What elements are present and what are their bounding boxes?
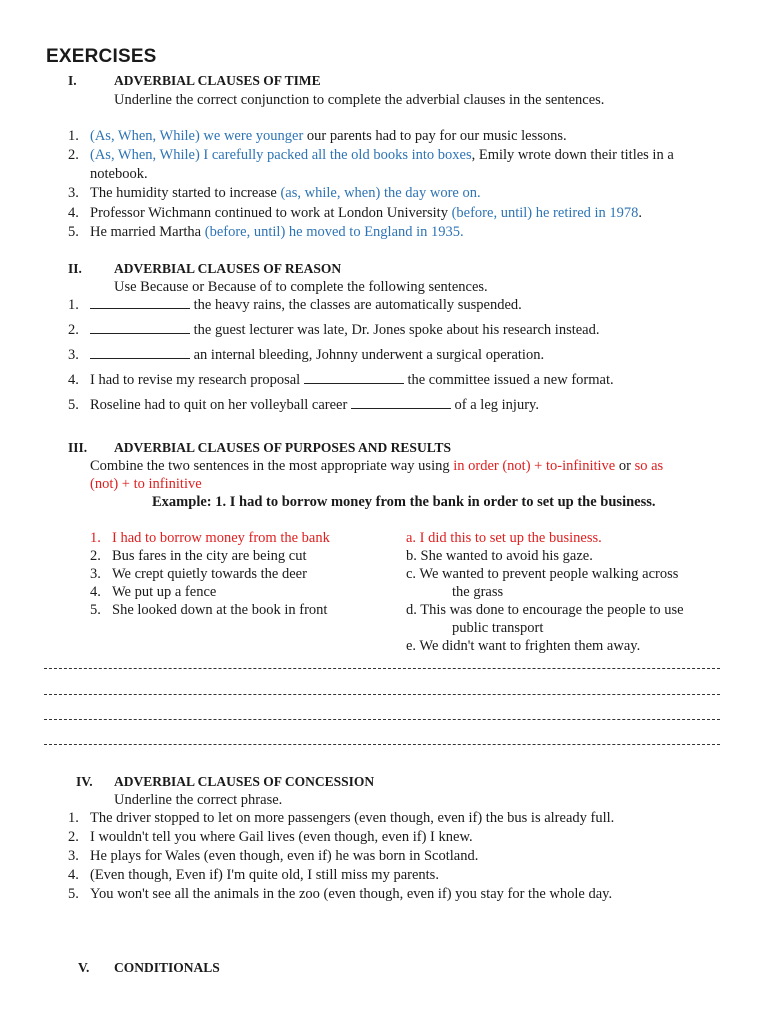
answer-line[interactable] [44, 668, 720, 669]
list-item: 3. He plays for Wales (even though, even if) he was born in Scotland. [68, 848, 479, 864]
list-item: d. This was done to encourage the people to use [406, 602, 684, 618]
section-4-number: IV. [76, 774, 93, 789]
section-1-number: I. [68, 73, 77, 88]
answer-blank[interactable] [304, 373, 404, 384]
list-item: b. She wanted to avoid his gaze. [406, 548, 593, 564]
list-item: 2. Bus fares in the city are being cut [90, 548, 307, 564]
list-item: 4. (Even though, Even if) I'm quite old, I still miss my parents. [68, 867, 439, 883]
list-item: 4. Professor Wichmann continued to work at London University (before, until) he retired in 1978. [68, 205, 643, 221]
list-item-continuation: public transport [452, 620, 544, 636]
list-item: 5. He married Martha (before, until) he moved to England in 1935. [68, 224, 464, 240]
section-2-title: ADVERBIAL CLAUSES OF REASON [114, 261, 342, 276]
answer-blank[interactable] [90, 323, 190, 334]
list-item: 2. I wouldn't tell you where Gail lives (even though, even if) I knew. [68, 829, 473, 845]
list-item-continuation: notebook. [90, 166, 148, 182]
list-item: 1. (As, When, While) we were younger our parents had to pay for our music lessons. [68, 128, 567, 144]
section-1-instruction: Underline the correct conjunction to complete the adverbial clauses in the sentences. [114, 92, 605, 108]
section-2-number: II. [68, 261, 82, 276]
list-item: 1. The driver stopped to let on more passengers (even though, even if) the bus is already full. [68, 810, 615, 826]
section-3-number: III. [68, 440, 88, 455]
section-2-instruction: Use Because or Because of to complete the following sentences. [114, 279, 488, 295]
page-title: EXERCISES [46, 46, 157, 67]
list-item: 5. You won't see all the animals in the zoo (even though, even if) you stay for the whole day. [68, 886, 613, 902]
list-item: 2. the guest lecturer was late, Dr. Jones spoke about his research instead. [68, 322, 600, 338]
list-item: 3. an internal bleeding, Johnny underwent a surgical operation. [68, 347, 545, 363]
list-item: 1. I had to borrow money from the bank [90, 530, 330, 546]
section-3-title: ADVERBIAL CLAUSES OF PURPOSES AND RESULTS [114, 440, 451, 455]
list-item: a. I did this to set up the business. [406, 530, 602, 546]
answer-line[interactable] [44, 719, 720, 720]
section-4-instruction: Underline the correct phrase. [114, 792, 283, 808]
list-item: 5. She looked down at the book in front [90, 602, 328, 618]
list-item: 3. The humidity started to increase (as, while, when) the day wore on. [68, 185, 481, 201]
list-item: e. We didn't want to frighten them away. [406, 638, 641, 654]
list-item-continuation: the grass [452, 584, 504, 600]
section-5-title: CONDITIONALS [114, 960, 220, 975]
section-3-instruction: Combine the two sentences in the most appropriate way using in order (not) + to-infinitive or so as [90, 458, 664, 474]
list-item: 4. I had to revise my research proposal the committee issued a new format. [68, 372, 614, 388]
list-item: c. We wanted to prevent people walking across [406, 566, 679, 582]
list-item: 5. Roseline had to quit on her volleyball career of a leg injury. [68, 397, 539, 413]
section-3-example: Example: 1. I had to borrow money from the bank in order to set up the business. [152, 494, 656, 510]
answer-line[interactable] [44, 744, 720, 745]
section-4-title: ADVERBIAL CLAUSES OF CONCESSION [114, 774, 375, 789]
section-5-number: V. [78, 960, 90, 975]
answer-line[interactable] [44, 694, 720, 695]
section-3-instruction-cont: (not) + to infinitive [90, 476, 202, 492]
answer-blank[interactable] [90, 348, 190, 359]
section-1-title: ADVERBIAL CLAUSES OF TIME [114, 73, 321, 88]
list-item: 2. (As, When, While) I carefully packed all the old books into boxes, Emily wrote down their titles in a [68, 147, 674, 163]
answer-blank[interactable] [351, 398, 451, 409]
list-item: 4. We put up a fence [90, 584, 217, 600]
answer-blank[interactable] [90, 298, 190, 309]
list-item: 3. We crept quietly towards the deer [90, 566, 307, 582]
list-item: 1. the heavy rains, the classes are automatically suspended. [68, 297, 522, 313]
